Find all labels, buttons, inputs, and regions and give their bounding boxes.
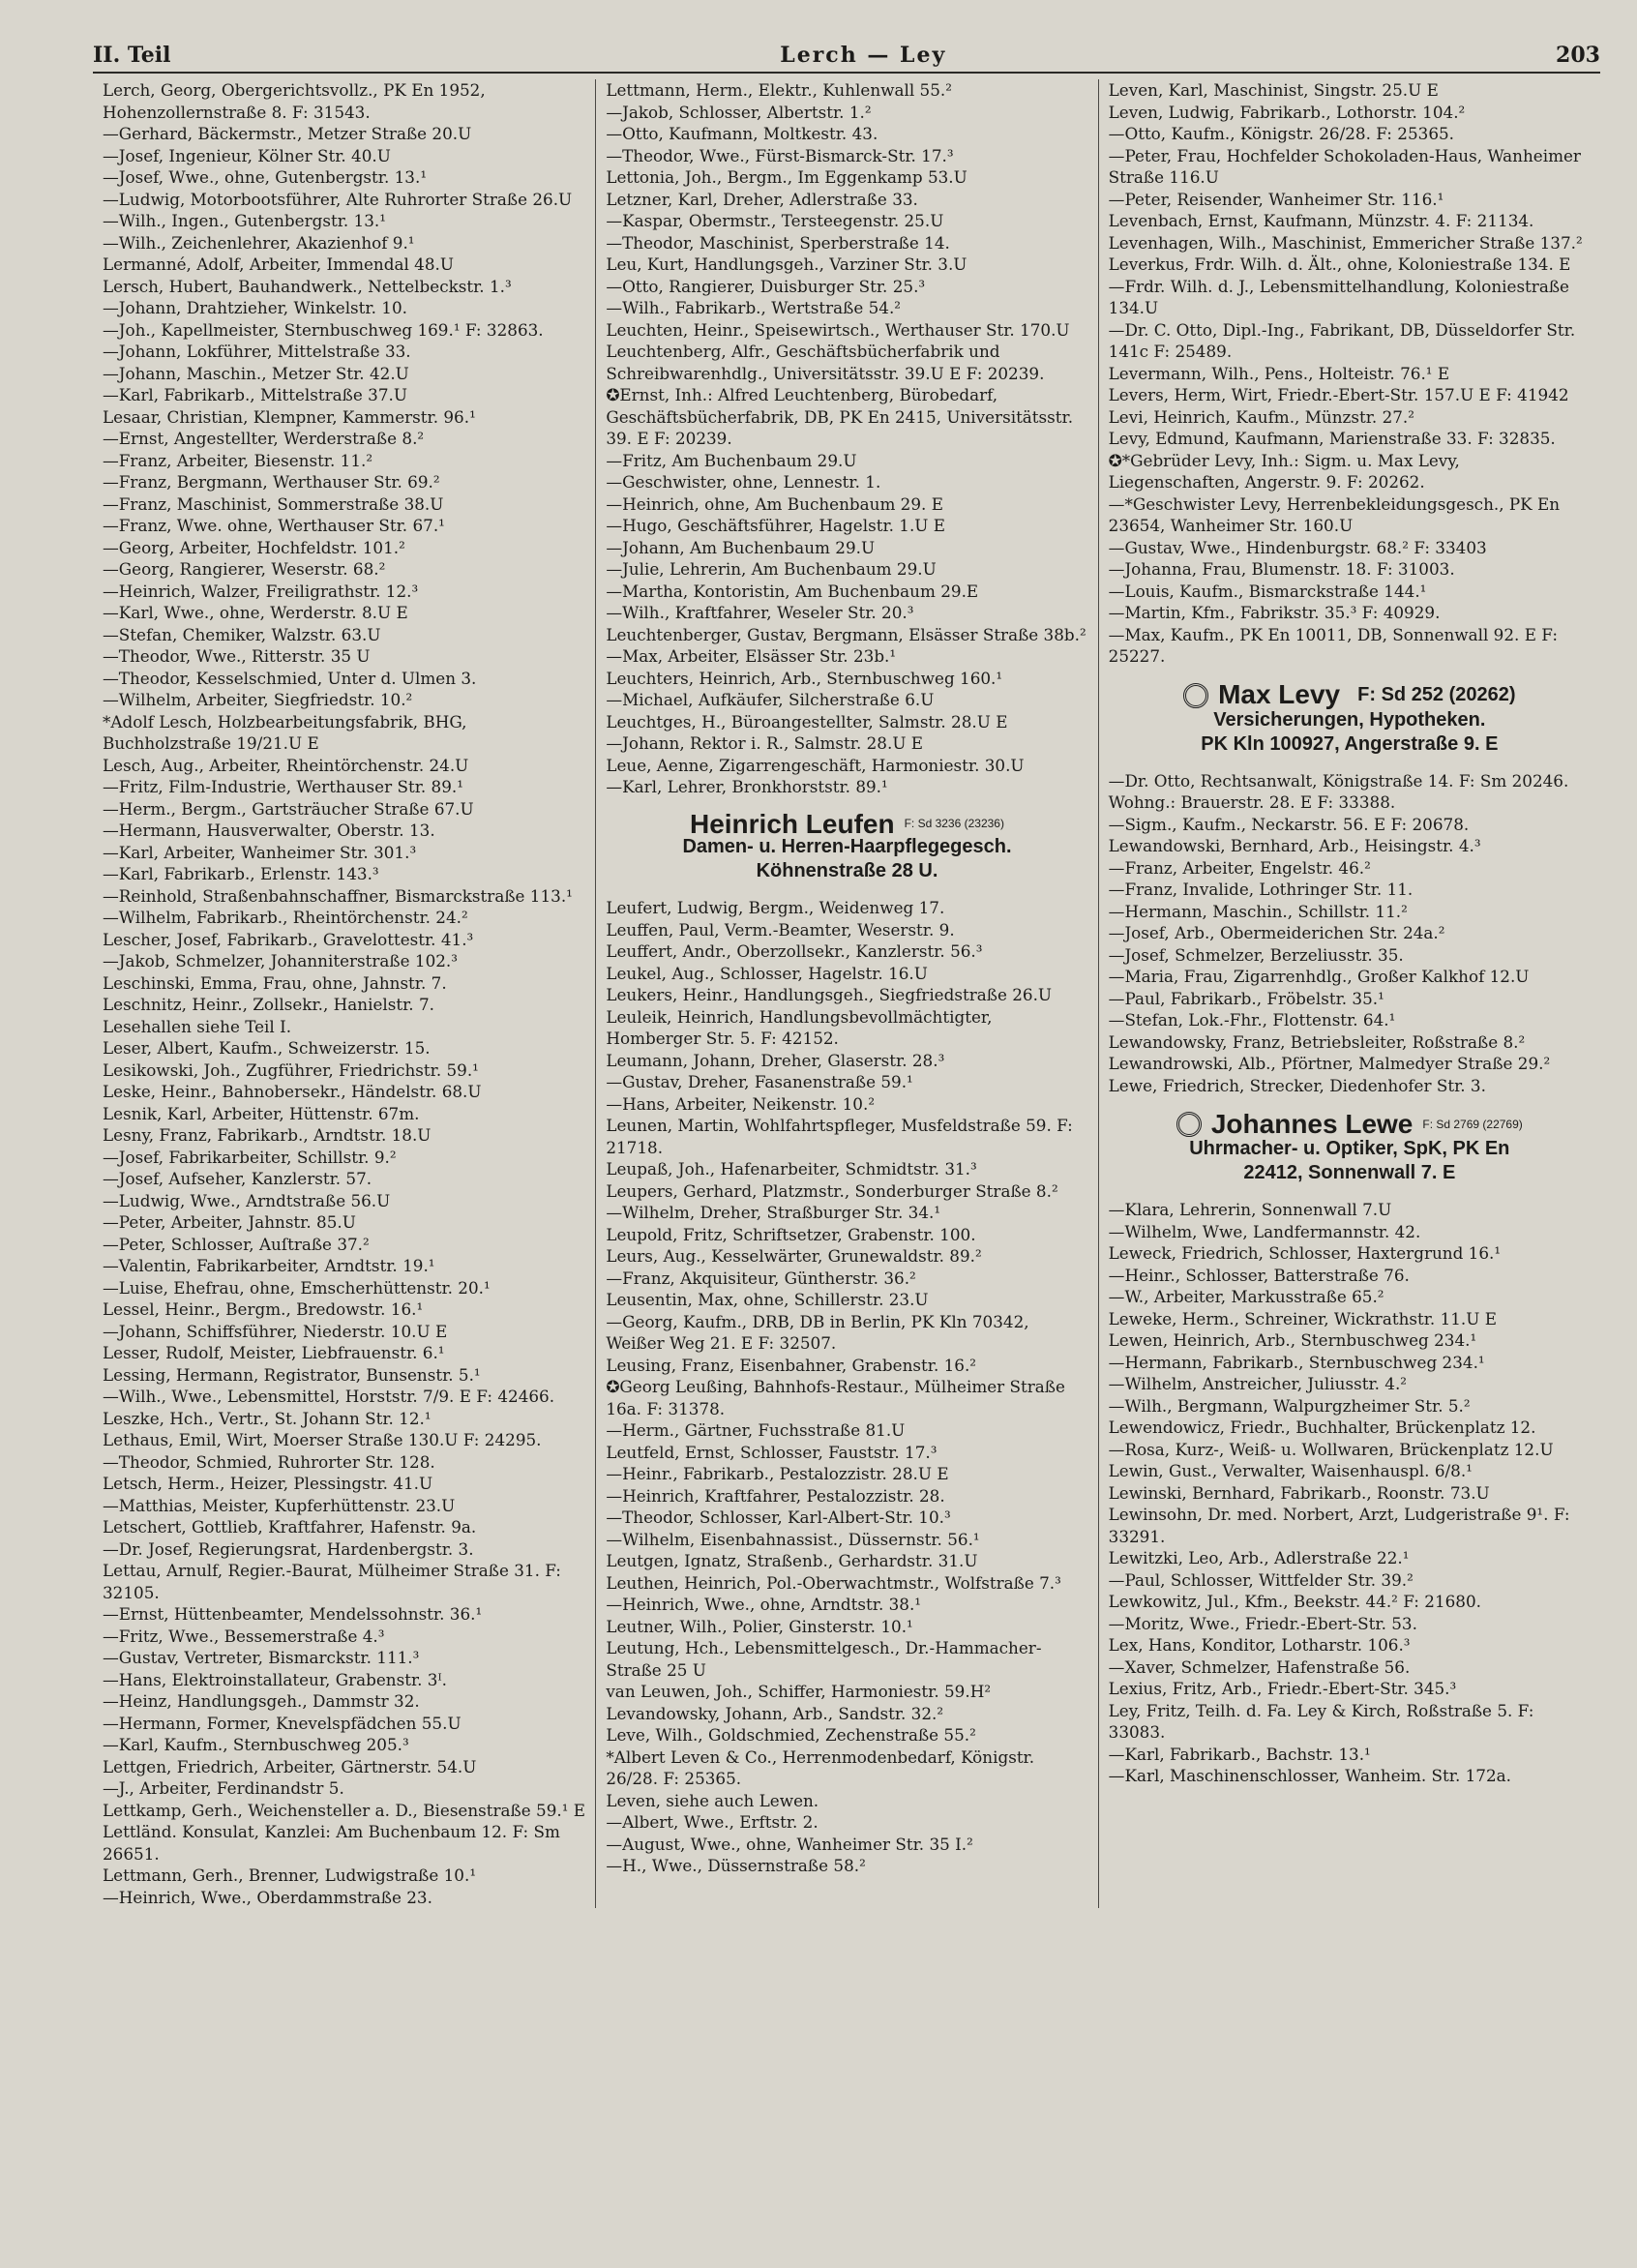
directory-entry: —Ludwig, Wwe., Arndtstraße 56.U (103, 1190, 391, 1210)
directory-entry: —W., Arbeiter, Markusstraße 65.² (1108, 1287, 1384, 1306)
directory-entry: —Wilh., Bergmann, Walpurgzheimer Str. 5.² (1108, 1395, 1471, 1416)
directory-entry: Leutgen, Ignatz, Straßenb., Gerhardstr. 31.U (606, 1551, 978, 1570)
directory-entry: Lewen, Heinrich, Arb., Sternbuschweg 234.¹ (1108, 1330, 1477, 1350)
directory-entry: ✪Ernst, Inh.: Alfred Leuchtenberg, Bürobedarf, Geschäftsbücherfabrik, DB, PK En 2415, Universitätsstr. 39. E F: 20239. (606, 385, 1074, 448)
directory-entry: —Martin, Kfm., Fabrikstr. 35.³ F: 40929. (1108, 603, 1441, 622)
directory-entry: —Moritz, Wwe., Friedr.-Ebert-Str. 53. (1108, 1613, 1417, 1633)
directory-entry: —Theodor, Wwe., Fürst-Bismarck-Str. 17.³ (606, 145, 954, 165)
directory-entry: —Theodor, Kesselschmied, Unter d. Ulmen 3. (103, 668, 477, 688)
directory-entry: Leser, Albert, Kaufm., Schweizerstr. 15. (103, 1038, 431, 1058)
advert-line-2: Köhnenstraße 28 U. (756, 860, 938, 881)
directory-entry: *Adolf Lesch, Holzbearbeitungsfabrik, BHG, Buchholzstraße 19/21.U E (103, 711, 467, 753)
section-label: II. Teil (93, 43, 171, 68)
directory-entry: —Johann, Rektor i. R., Salmstr. 28.U E (606, 733, 924, 753)
directory-entry: —Peter, Schlosser, Auſtraße 37.² (103, 1234, 370, 1254)
directory-entry: —Wilh., Fabrikarb., Wertstraße 54.² (606, 298, 902, 317)
directory-entry: Lewe, Friedrich, Strecker, Diedenhofer Str. 3. (1108, 1075, 1486, 1095)
directory-entry: Leukers, Heinr., Handlungsgeh., Siegfriedstraße 26.U (606, 985, 1053, 1004)
directory-entry: —Peter, Frau, Hochfelder Schokoladen-Haus, Wanheimer Straße 116.U (1108, 145, 1581, 187)
directory-entry: —Fritz, Am Buchenbaum 29.U (606, 450, 857, 470)
directory-entry: Leumann, Johann, Dreher, Glaserstr. 28.³ (606, 1050, 945, 1070)
directory-entry: —Theodor, Wwe., Ritterstr. 35 U (103, 646, 371, 666)
directory-entry: Leuthen, Heinrich, Pol.-Oberwachtmstr., Wolfstraße 7.³ (606, 1572, 1061, 1593)
directory-entry: Lexius, Fritz, Arb., Friedr.-Ebert-Str. 345.³ (1108, 1679, 1457, 1698)
directory-entry: —Stefan, Chemiker, Walzstr. 63.U (103, 624, 381, 644)
directory-entry: Leukel, Aug., Schlosser, Hagelstr. 16.U (606, 963, 928, 983)
directory-entry: Levenbach, Ernst, Kaufmann, Münzstr. 4. F: 21134. (1108, 211, 1534, 230)
directory-entry: —Paul, Schlosser, Wittfelder Str. 39.² (1108, 1569, 1414, 1590)
directory-entry: —Josef, Fabrikarbeiter, Schillstr. 9.² (103, 1147, 397, 1167)
directory-entry: —Herm., Bergm., Gartsträucher Straße 67.U (103, 798, 474, 819)
directory-entry: —Georg, Kaufm., DRB, DB in Berlin, PK Kln 70342, Weißer Weg 21. E F: 32507. (606, 1311, 1029, 1353)
directory-entry: —Heinrich, Wwe., Oberdammstraße 23. (103, 1887, 432, 1907)
directory-entry: Leverkus, Frdr. Wilh. d. Ält., ohne, Koloniestraße 134. E (1108, 254, 1571, 274)
directory-entry: Leupaß, Joh., Hafenarbeiter, Schmidtstr. 31.³ (606, 1159, 977, 1179)
directory-entry: Levy, Edmund, Kaufmann, Marienstraße 33. F: 32835. (1108, 429, 1556, 448)
directory-entry: Leuchtenberg, Alfr., Geschäftsbücherfabrik und Schreibwarenhdlg., Universitätsstr. 39.U E F: 20239. (606, 342, 1045, 383)
directory-entry: Lewendowicz, Friedr., Buchhalter, Brückenplatz 12. (1108, 1418, 1536, 1437)
directory-entry: —Franz, Akquisiteur, Güntherstr. 36.² (606, 1268, 916, 1288)
directory-entry: —Martha, Kontoristin, Am Buchenbaum 29.E (606, 581, 979, 601)
directory-entry: Leutung, Hch., Lebensmittelgesch., Dr.-Hammacher-Straße 25 U (606, 1638, 1042, 1680)
directory-entry: Lesser, Rudolf, Meister, Liebfrauenstr. 6.¹ (103, 1343, 445, 1362)
advert-line-1: Versicherungen, Hypotheken. (1213, 708, 1486, 731)
directory-entry: —Valentin, Fabrikarbeiter, Arndtstr. 19.¹ (103, 1256, 435, 1275)
directory-entry: Levenhagen, Wilh., Maschinist, Emmericher Straße 137.² (1108, 232, 1583, 253)
directory-entry: Lewinsohn, Dr. med. Norbert, Arzt, Ludgeristraße 9¹. F: 33291. (1108, 1505, 1570, 1546)
directory-entry: Leven, siehe auch Lewen. (606, 1790, 819, 1810)
directory-entry: Leu, Kurt, Handlungsgeh., Varziner Str. 3.U (606, 254, 967, 274)
directory-entry: —August, Wwe., ohne, Wanheimer Str. 35 I.² (606, 1834, 973, 1854)
directory-entry: Leufert, Ludwig, Bergm., Weidenweg 17. (606, 898, 945, 917)
directory-entry: —H., Wwe., Düssernstraße 58.² (606, 1856, 866, 1875)
directory-entry: *Albert Leven & Co., Herrenmodenbedarf, Königstr. 26/28. F: 25365. (606, 1746, 1035, 1788)
directory-entry: —Heinr., Fabrikarb., Pestalozzistr. 28.U E (606, 1464, 949, 1483)
directory-entry: Lescher, Josef, Fabrikarb., Gravelottestr. 41.³ (103, 929, 474, 949)
directory-entry: —Reinhold, Straßenbahnschaffner, Bismarckstraße 113.¹ (103, 885, 573, 906)
directory-entry: Lessing, Hermann, Registrator, Bunsenstr. 5.¹ (103, 1364, 481, 1385)
advert-line-1: Damen- u. Herren-Haarpflegegesch. (682, 836, 1012, 857)
directory-entry: —Georg, Rangierer, Weserstr. 68.² (103, 559, 386, 579)
directory-entry: —Wilh., Ingen., Gutenbergstr. 13.¹ (103, 211, 386, 230)
directory-entry: —Peter, Reisender, Wanheimer Str. 116.¹ (1108, 189, 1444, 209)
directory-entry: —Luise, Ehefrau, ohne, Emscherhüttenstr. 20.¹ (103, 1277, 491, 1298)
directory-entry: —Franz, Arbeiter, Engelstr. 46.² (1108, 857, 1371, 878)
directory-entry: Lessel, Heinr., Bergm., Bredowstr. 16.¹ (103, 1299, 424, 1319)
directory-entry: —Karl, Lehrer, Bronkhorststr. 89.¹ (606, 777, 888, 796)
directory-entry: —Theodor, Schmied, Ruhrorter Str. 128. (103, 1451, 435, 1472)
directory-entry: —Louis, Kaufm., Bismarckstraße 144.¹ (1108, 581, 1427, 601)
directory-entry: Leuchtges, H., Büroangestellter, Salmstr. 28.U E (606, 711, 1008, 731)
directory-entry: —Fritz, Film-Industrie, Werthauser Str. 89.¹ (103, 777, 463, 796)
advert-name: Heinrich Leufen (689, 808, 895, 839)
directory-entry: Leweck, Friedrich, Schlosser, Haxtergrund 16.¹ (1108, 1243, 1502, 1263)
directory-entry: —Wilhelm, Dreher, Straßburger Str. 34.¹ (606, 1203, 941, 1222)
directory-entry: Levandowsky, Johann, Arb., Sandstr. 32.² (606, 1703, 944, 1723)
advert-name: Max Levy (1218, 679, 1341, 710)
directory-entry: —Heinrich, ohne, Am Buchenbaum 29. E (606, 493, 943, 514)
directory-entry: —Karl, Kaufm., Sternbuschweg 205.³ (103, 1735, 409, 1754)
directory-entry: —Peter, Arbeiter, Jahnstr. 85.U (103, 1212, 356, 1232)
directory-entry: —Gustav, Wwe., Hindenburgstr. 68.² F: 33403 (1108, 537, 1487, 557)
directory-entry: —Stefan, Lok.-Fhr., Flottenstr. 64.¹ (1108, 1010, 1396, 1030)
advert-phone: F: Sd 3236 (23236) (904, 817, 1004, 831)
directory-entry: —Otto, Kaufmann, Moltkestr. 43. (606, 124, 878, 143)
directory-entry: Lesnik, Karl, Arbeiter, Hüttenstr. 67m. (103, 1103, 420, 1123)
directory-entry: —Geschwister, ohne, Lennestr. 1. (606, 472, 881, 492)
directory-entry: Lettmann, Gerh., Brenner, Ludwigstraße 10.¹ (103, 1865, 477, 1885)
directory-entry: —Karl, Fabrikarb., Mittelstraße 37.U (103, 385, 407, 404)
directory-entry: —Theodor, Schlosser, Karl-Albert-Str. 10.³ (606, 1507, 951, 1527)
seal-icon (1183, 683, 1208, 708)
directory-entry: Lesehallen siehe Teil I. (103, 1016, 292, 1036)
directory-entry: —Johann, Schiffsführer, Niederstr. 10.U E (103, 1321, 448, 1341)
advert-heinrich-leufen (606, 808, 1087, 884)
directory-entry: Lettmann, Herm., Elektr., Kuhlenwall 55.² (606, 80, 952, 100)
directory-entry: Leweke, Herm., Schreiner, Wickrathstr. 11.U E (1108, 1308, 1497, 1328)
directory-entry: —Heinrich, Wwe., ohne, Arndtstr. 38.¹ (606, 1595, 922, 1614)
directory-entry: —Karl, Maschinenschlosser, Wanheim. Str. 172a. (1108, 1766, 1511, 1785)
directory-entry: —Franz, Invalide, Lothringer Str. 11. (1108, 880, 1414, 899)
directory-entry: Levi, Heinrich, Kaufm., Münzstr. 27.² (1108, 406, 1414, 427)
directory-entry: —Herm., Gärtner, Fuchsstraße 81.U (606, 1420, 906, 1440)
directory-entry: Leske, Heinr., Bahnobersekr., Händelstr. 68.U (103, 1082, 482, 1101)
advert-johannes-lewe (1109, 1108, 1591, 1185)
directory-entry: —Dr. Otto, Rechtsanwalt, Königstraße 14. F: Sm 20246. Wohng.: Brauerstr. 28. E F: 33388. (1108, 770, 1569, 812)
directory-entry: Lesaar, Christian, Klempner, Kammerstr. 96.¹ (103, 406, 476, 427)
directory-entry: Leunen, Martin, Wohlfahrtspfleger, Musfeldstraße 59. F: 21718. (606, 1116, 1073, 1157)
directory-entry: —Johanna, Frau, Blumenstr. 18. F: 31003. (1108, 559, 1455, 579)
directory-entry: van Leuwen, Joh., Schiffer, Harmoniestr. 59.H² (606, 1682, 992, 1701)
directory-entry: —Josef, Arb., Obermeiderichen Str. 24a.² (1108, 923, 1445, 942)
directory-entry: —Dr. Josef, Regierungsrat, Hardenbergstr. 3. (103, 1538, 474, 1559)
directory-entry: —Johann, Lokführer, Mittelstraße 33. (103, 342, 411, 361)
directory-entry: Ley, Fritz, Teilh. d. Fa. Ley & Kirch, Roßstraße 5. F: 33083. (1108, 1700, 1534, 1742)
directory-entry: Leutner, Wilh., Polier, Ginsterstr. 10.¹ (606, 1616, 913, 1636)
directory-entry: —Maria, Frau, Zigarrenhdlg., Großer Kalkhof 12.U (1108, 967, 1530, 986)
directory-entry: —Karl, Fabrikarb., Bachstr. 13.¹ (1108, 1744, 1371, 1764)
directory-entry: —Johann, Maschin., Metzer Str. 42.U (103, 363, 409, 383)
directory-entry: Lewin, Gust., Verwalter, Waisenhauspl. 6/8.¹ (1108, 1461, 1473, 1480)
directory-entry: —Georg, Arbeiter, Hochfeldstr. 101.² (103, 537, 405, 557)
directory-entry: —Franz, Arbeiter, Biesenstr. 11.² (103, 450, 373, 470)
directory-entry: —Julie, Lehrerin, Am Buchenbaum 29.U (606, 559, 937, 579)
directory-entry: —Theodor, Maschinist, Sperberstraße 14. (606, 232, 950, 253)
directory-entry: —Hans, Arbeiter, Neikenstr. 10.² (606, 1093, 876, 1114)
directory-entry: —Otto, Kaufm., Königstr. 26/28. F: 25365. (1108, 124, 1455, 143)
directory-entry: Lesikowski, Joh., Zugführer, Friedrichstr. 59.¹ (103, 1059, 479, 1080)
directory-entry: —Johann, Am Buchenbaum 29.U (606, 537, 876, 557)
directory-entry: —Karl, Wwe., ohne, Werderstr. 8.U E (103, 603, 408, 622)
directory-entry: —Ernst, Hüttenbeamter, Mendelssohnstr. 36.¹ (103, 1604, 483, 1624)
directory-entry: —Max, Kaufm., PK En 10011, DB, Sonnenwall 92. E F: 25227. (1108, 624, 1558, 666)
directory-entry: —Hans, Elektroinstallateur, Grabenstr. 3ᴵ. (103, 1669, 447, 1689)
directory-entry: Lewandowski, Bernhard, Arb., Heisingstr. 4.³ (1108, 836, 1481, 855)
directory-entry: —Heinrich, Walzer, Freiligrathstr. 12.³ (103, 581, 419, 601)
directory-entry: Letzner, Karl, Dreher, Adlerstraße 33. (606, 189, 918, 209)
directory-entry: Lettonia, Joh., Bergm., Im Eggenkamp 53.U (606, 167, 967, 187)
advert-max-levy (1109, 679, 1591, 757)
directory-entry: Leven, Karl, Maschinist, Singstr. 25.U E (1108, 80, 1439, 100)
page-number: 203 (1556, 43, 1600, 68)
directory-entry: Leven, Ludwig, Fabrikarb., Lothorstr. 104.² (1108, 102, 1466, 122)
directory-entry: Lewandrowski, Alb., Pförtner, Malmedyer Straße 29.² (1108, 1054, 1551, 1073)
directory-entry: —Klara, Lehrerin, Sonnenwall 7.U (1108, 1200, 1392, 1219)
directory-entry: —Josef, Ingenieur, Kölner Str. 40.U (103, 145, 391, 165)
directory-entry: —Albert, Wwe., Erftstr. 2. (606, 1812, 818, 1832)
directory-entry: —Kaspar, Obermstr., Tersteegenstr. 25.U (606, 211, 944, 230)
directory-entry: Lermanné, Adolf, Arbeiter, Immendal 48.U (103, 254, 455, 274)
directory-entry: —Wilhelm, Wwe, Landfermannstr. 42. (1108, 1221, 1421, 1241)
directory-entry: Leurs, Aug., Kesselwärter, Grunewaldstr. 89.² (606, 1246, 982, 1266)
directory-entry: Leuffen, Paul, Verm.-Beamter, Weserstr. 9. (606, 919, 955, 940)
directory-entry: —Wilh., Zeichenlehrer, Akazienhof 9.¹ (103, 232, 415, 253)
directory-entry: Leupold, Fritz, Schriftsetzer, Grabenstr. 100. (606, 1224, 976, 1244)
advert-line-1: Uhrmacher- u. Optiker, SpK, PK En (1189, 1138, 1510, 1159)
advert-name: Johannes Lewe (1210, 1108, 1414, 1139)
directory-entry: Lethaus, Emil, Wirt, Moerser Straße 130.U F: 24295. (103, 1430, 542, 1449)
directory-entry: Leschinski, Emma, Frau, ohne, Jahnstr. 7. (103, 972, 447, 993)
directory-entry: —Sigm., Kaufm., Neckarstr. 56. E F: 20678. (1108, 814, 1470, 834)
directory-entry: —Ludwig, Motorbootsführer, Alte Ruhrorter Straße 26.U (103, 189, 573, 209)
name-range: Lerch — Ley (780, 43, 947, 68)
columns (93, 79, 1600, 1908)
directory-entry: —Johann, Drahtzieher, Winkelstr. 10. (103, 298, 407, 317)
advert-phone: F: Sd 252 (20262) (1357, 684, 1516, 706)
directory-entry: Lex, Hans, Konditor, Lotharstr. 106.³ (1108, 1635, 1411, 1655)
directory-entry: Leuchtenberger, Gustav, Bergmann, Elsässer Straße 38b.² (606, 624, 1086, 644)
directory-entry: Lewitzki, Leo, Arb., Adlerstraße 22.¹ (1108, 1548, 1410, 1567)
directory-entry: Leue, Aenne, Zigarrengeschäft, Harmoniestr. 30.U (606, 755, 1025, 775)
directory-entry: Lesch, Aug., Arbeiter, Rheintörchenstr. 24.U (103, 755, 469, 775)
directory-entry: —Joh., Kapellmeister, Sternbuschweg 169.¹ F: 32863. (103, 319, 544, 340)
directory-entry: Lerch, Georg, Obergerichtsvollz., PK En 1952, Hohenzollernstraße 8. F: 31543. (103, 80, 486, 122)
directory-entry: Leuchters, Heinrich, Arb., Sternbuschweg 160.¹ (606, 668, 1003, 688)
directory-entry: Leusentin, Max, ohne, Schillerstr. 23.U (606, 1290, 929, 1309)
directory-entry: Leusing, Franz, Eisenbahner, Grabenstr. 16.² (606, 1355, 977, 1375)
directory-entry: —Heinz, Handlungsgeh., Dammstr 32. (103, 1691, 420, 1711)
directory-entry: —Franz, Maschinist, Sommerstraße 38.U (103, 493, 444, 514)
directory-entry: —Hugo, Geschäftsführer, Hagelstr. 1.U E (606, 516, 946, 535)
directory-entry: Leuffert, Andr., Oberzollsekr., Kanzlerstr. 56.³ (606, 941, 983, 961)
directory-entry: —Wilhelm, Anstreicher, Juliusstr. 4.² (1108, 1374, 1408, 1393)
directory-entry: —Fritz, Wwe., Bessemerstraße 4.³ (103, 1626, 385, 1646)
directory-entry: —Max, Arbeiter, Elsässer Str. 23b.¹ (606, 646, 897, 666)
advert-line-2: 22412, Sonnenwall 7. E (1243, 1162, 1456, 1183)
directory-entry: Lewinski, Bernhard, Fabrikarb., Roonstr. 73.U (1108, 1482, 1490, 1503)
directory-entry: Lettkamp, Gerh., Weichensteller a. D., Biesenstraße 59.¹ E (103, 1800, 586, 1820)
directory-entry: —Paul, Fabrikarb., Fröbelstr. 35.¹ (1108, 988, 1384, 1008)
directory-entry: Leuchten, Heinr., Speisewirtsch., Werthauser Str. 170.U (606, 319, 1070, 340)
directory-entry: —Heinr., Schlosser, Batterstraße 76. (1108, 1265, 1410, 1285)
directory-entry: —Xaver, Schmelzer, Hafenstraße 56. (1108, 1656, 1411, 1677)
directory-entry: —Josef, Wwe., ohne, Gutenbergstr. 13.¹ (103, 167, 428, 187)
directory-entry: —Otto, Rangierer, Duisburger Str. 25.³ (606, 276, 926, 296)
directory-entry: —Heinrich, Kraftfahrer, Pestalozzistr. 28. (606, 1485, 945, 1506)
directory-entry: Levermann, Wilh., Pens., Holteistr. 76.¹ E (1108, 363, 1450, 383)
directory-entry: —*Geschwister Levy, Herrenbekleidungsgesch., PK En 23654, Wanheimer Str. 160.U (1108, 493, 1561, 535)
directory-entry: —Gerhard, Bäckermstr., Metzer Straße 20.U (103, 124, 472, 143)
directory-entry: —Wilhelm, Eisenbahnassist., Düssernstr. 56.¹ (606, 1529, 980, 1549)
column-3 (1098, 79, 1600, 1908)
directory-entry: ✪*Gebrüder Levy, Inh.: Sigm. u. Max Levy, Liegenschaften, Angerstr. 9. F: 20262. (1108, 450, 1460, 492)
directory-entry: Lersch, Hubert, Bauhandwerk., Nettelbeckstr. 1.³ (103, 276, 512, 296)
advert-line-2: PK Kln 100927, Angerstraße 9. E (1201, 732, 1499, 755)
directory-entry: —Josef, Aufseher, Kanzlerstr. 57. (103, 1169, 372, 1188)
page-header (93, 43, 1600, 74)
directory-entry: —Jakob, Schlosser, Albertstr. 1.² (606, 102, 872, 122)
directory-entry: Lewandowsky, Franz, Betriebsleiter, Roßstraße 8.² (1108, 1031, 1526, 1052)
column-1 (93, 79, 595, 1908)
directory-entry: Letschert, Gottlieb, Kraftfahrer, Hafenstr. 9a. (103, 1517, 477, 1537)
directory-entry: —Gustav, Vertreter, Bismarckstr. 111.³ (103, 1648, 420, 1667)
directory-entry: —Wilh., Wwe., Lebensmittel, Horststr. 7/9. E F: 42466. (103, 1387, 555, 1406)
directory-entry: —Franz, Wwe. ohne, Werthauser Str. 67.¹ (103, 516, 445, 535)
directory-entry: —Ernst, Angestellter, Werderstraße 8.² (103, 429, 425, 448)
directory-entry: —Michael, Aufkäufer, Silcherstraße 6.U (606, 690, 935, 709)
advert-phone: F: Sd 2769 (22769) (1422, 1117, 1523, 1131)
directory-entry: —Josef, Schmelzer, Berzeliusstr. 35. (1108, 944, 1404, 965)
directory-entry: Lewkowitz, Jul., Kfm., Beekstr. 44.² F: 21680. (1108, 1592, 1481, 1611)
directory-entry: —J., Arbeiter, Ferdinandstr 5. (103, 1778, 344, 1798)
directory-entry: Leutfeld, Ernst, Schlosser, Fauststr. 17.³ (606, 1442, 938, 1462)
directory-entry: —Frdr. Wilh. d. J., Lebensmittelhandlung, Koloniestraße 134.U (1108, 276, 1569, 317)
directory-entry: Levers, Herm, Wirt, Friedr.-Ebert-Str. 157.U E F: 41942 (1108, 385, 1569, 404)
directory-entry: Leuleik, Heinrich, Handlungsbevollmächtigter, Homberger Str. 5. F: 42152. (606, 1006, 993, 1048)
directory-entry: —Karl, Fabrikarb., Erlenstr. 143.³ (103, 864, 379, 883)
directory-entry: Leve, Wilh., Goldschmied, Zechenstraße 55.² (606, 1725, 976, 1745)
directory-entry: Lesny, Franz, Fabrikarb., Arndtstr. 18.U (103, 1125, 432, 1145)
directory-entry: —Hermann, Maschin., Schillstr. 11.² (1108, 901, 1408, 921)
directory-entry: Letsch, Herm., Heizer, Plessingstr. 41.U (103, 1474, 433, 1493)
directory-entry: —Karl, Arbeiter, Wanheimer Str. 301.³ (103, 842, 417, 862)
directory-entry: Leschnitz, Heinr., Zollsekr., Hanielstr. 7. (103, 995, 434, 1014)
directory-entry: Lettländ. Konsulat, Kanzlei: Am Buchenbaum 12. F: Sm 26651. (103, 1822, 560, 1864)
seal-icon (1176, 1112, 1202, 1137)
directory-entry: —Matthias, Meister, Kupferhüttenstr. 23.U (103, 1495, 456, 1515)
directory-entry: Lettgen, Friedrich, Arbeiter, Gärtnerstr. 54.U (103, 1756, 477, 1776)
directory-entry: —Wilhelm, Arbeiter, Siegfriedstr. 10.² (103, 690, 413, 709)
column-2 (595, 79, 1097, 1908)
directory-entry: —Wilh., Kraftfahrer, Weseler Str. 20.³ (606, 603, 914, 622)
directory-entry: ✪Georg Leußing, Bahnhofs-Restaur., Mülheimer Straße 16a. F: 31378. (606, 1377, 1065, 1418)
directory-entry: —Wilhelm, Fabrikarb., Rheintörchenstr. 24.² (103, 908, 468, 927)
directory-entry: Lettau, Arnulf, Regier.-Baurat, Mülheimer Straße 31. F: 32105. (103, 1561, 561, 1602)
directory-entry: —Franz, Bergmann, Werthauser Str. 69.² (103, 472, 440, 492)
directory-entry: Leszke, Hch., Vertr., St. Johann Str. 12.¹ (103, 1408, 432, 1428)
directory-entry: —Dr. C. Otto, Dipl.-Ing., Fabrikant, DB, Düsseldorfer Str. 141c F: 25489. (1108, 319, 1576, 361)
directory-entry: —Jakob, Schmelzer, Johanniterstraße 102.³ (103, 951, 458, 970)
directory-entry: —Gustav, Dreher, Fasanenstraße 59.¹ (606, 1072, 913, 1091)
directory-entry: —Hermann, Hausverwalter, Oberstr. 13. (103, 821, 435, 840)
directory-entry: —Rosa, Kurz-, Weiß- u. Wollwaren, Brückenplatz 12.U (1108, 1439, 1554, 1459)
directory-entry: Leupers, Gerhard, Platzmstr., Sonderburger Straße 8.² (606, 1180, 1058, 1201)
directory-entry: —Hermann, Fabrikarb., Sternbuschweg 234.¹ (1108, 1352, 1485, 1372)
directory-entry: —Hermann, Former, Knevelspfädchen 55.U (103, 1713, 461, 1733)
